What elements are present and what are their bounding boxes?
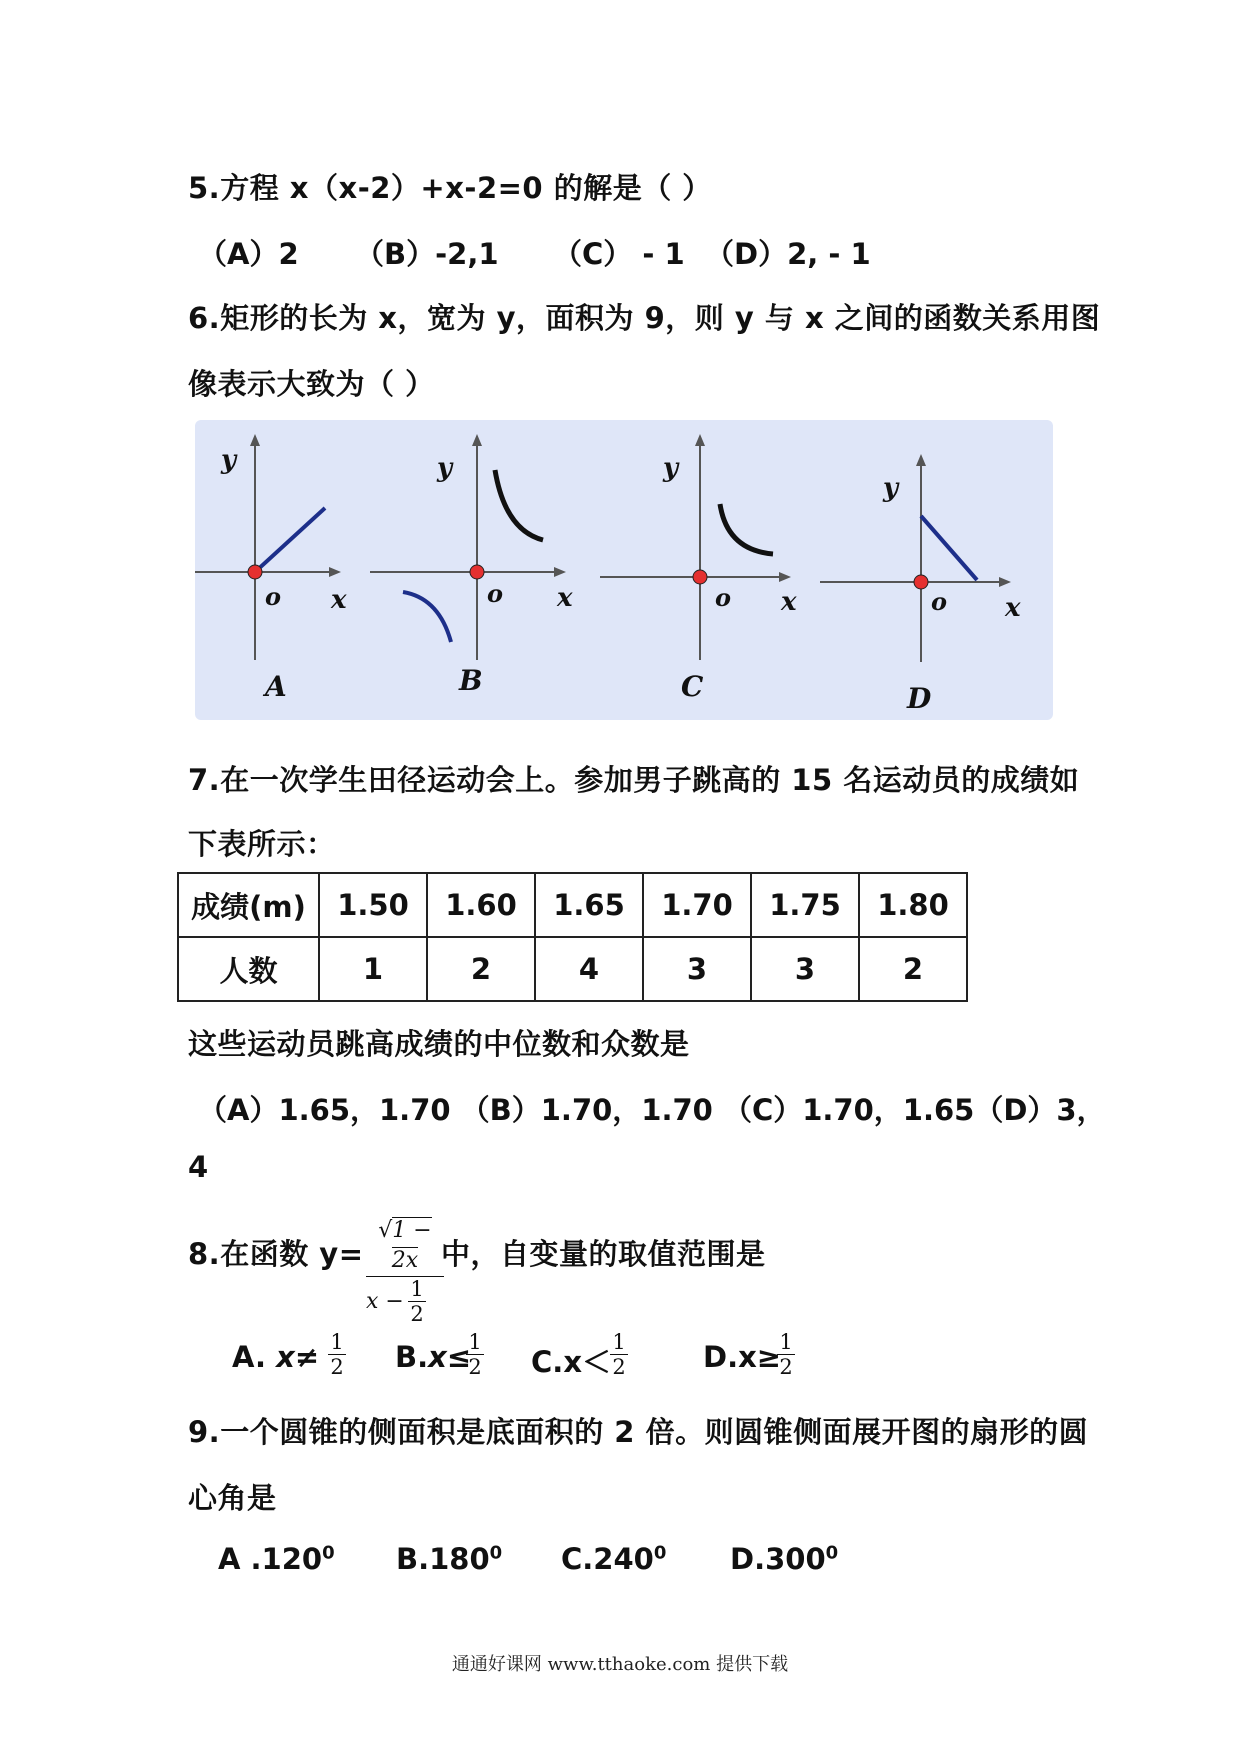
table-cell: 3	[643, 937, 751, 1001]
panel-b-origin-label: o	[487, 579, 504, 608]
q8-option-d-half: 1 2	[777, 1330, 795, 1379]
table-cell: 1.50	[319, 873, 427, 937]
q8-option-b	[395, 1340, 471, 1374]
panel-d-origin-label: o	[931, 587, 948, 616]
q9-option-a: A .120$^0$	[218, 1542, 335, 1576]
page-footer: 通通好课网 www.tthaoke.com 提供下载	[451, 1654, 789, 1675]
table-cell: 2	[859, 937, 967, 1001]
table-header-cell: 成绩(m)	[178, 873, 319, 937]
panel-d-label: D	[907, 682, 932, 715]
q5-option-a: （A）2	[198, 237, 299, 271]
table-row	[178, 937, 967, 1001]
q9-option-d: D.300$^0$	[730, 1542, 839, 1576]
panel-a-origin-label: o	[265, 582, 282, 611]
q8-option-b-half: 1 2	[466, 1330, 484, 1379]
panel-c-x-label: x	[781, 587, 797, 617]
q7-options-wrap: 4	[188, 1150, 209, 1184]
panel-a-y-label: y	[221, 445, 237, 475]
q8-option-a-half: 1 2	[328, 1330, 346, 1379]
q7-options: （A）1.65，1.70 （B）1.70，1.70 （C）1.70，1.65（D）3，	[198, 1093, 1106, 1127]
q9-option-b: B.180$^0$	[396, 1542, 503, 1576]
table-cell: 4	[535, 937, 643, 1001]
panel-b-x-label: x	[557, 583, 573, 613]
table-cell: 1.75	[751, 873, 859, 937]
q7-question: 这些运动员跳高成绩的中位数和众数是	[188, 1027, 690, 1061]
q9-stem-line2: 心角是	[188, 1481, 277, 1515]
q8-option-b-text: x≤	[428, 1340, 472, 1374]
table-cell: 2	[427, 937, 535, 1001]
q7-stem-line1: 7.在一次学生田径运动会上。参加男子跳高的 15 名运动员的成绩如	[188, 763, 1080, 797]
q9-option-a-degree: 0	[322, 1542, 335, 1564]
q8-option-d-label: D.	[703, 1340, 739, 1374]
q8-option-d	[703, 1340, 781, 1374]
table-cell: 1.60	[427, 873, 535, 937]
q8-denominator	[366, 1277, 444, 1327]
panel-b-y-label: y	[437, 453, 453, 483]
q9-stem-line1: 9.一个圆锥的侧面积是底面积的 2 倍。则圆锥侧面展开图的扇形的圆	[188, 1415, 1089, 1449]
panel-d-y-label: y	[883, 473, 899, 503]
table-header-cell: 人数	[178, 937, 319, 1001]
q8-den-prefix: x −	[366, 1289, 404, 1314]
panel-a-x-label: x	[331, 585, 347, 615]
table-cell: 1.80	[859, 873, 967, 937]
q5-option-d: （D）2, - 1	[705, 237, 871, 271]
table-cell: 1.65	[535, 873, 643, 937]
q8-numerator: √1 − 2x	[378, 1218, 432, 1273]
q6-stem-line2: 像表示大致为（ ）	[188, 367, 435, 401]
q6-stem-line1: 6.矩形的长为 x，宽为 y，面积为 9，则 y 与 x 之间的函数关系用图	[188, 301, 1101, 335]
table-cell: 1.70	[643, 873, 751, 937]
q8-radicand: 1 − 2x	[391, 1218, 432, 1273]
q9-option-c: C.240$^0$	[561, 1542, 667, 1576]
panel-a-label: A	[265, 670, 287, 703]
q8-option-a-label: A.	[232, 1340, 266, 1374]
q8-function-fraction	[366, 1216, 444, 1327]
panel-d-x-label: x	[1005, 593, 1021, 623]
q5-stem: 5.方程 x（x-2）+x-2=0 的解是（ ）	[188, 171, 712, 205]
panel-c-label: C	[681, 670, 704, 703]
q8-den-half: 1 2	[408, 1277, 426, 1326]
q7-stem-line2: 下表所示：	[188, 827, 336, 861]
q8-stem-prefix: 8.在函数 y=	[188, 1237, 364, 1271]
scores-table	[177, 872, 968, 1002]
q8-option-c-label: C.	[531, 1345, 564, 1379]
q8-option-a	[232, 1340, 319, 1374]
q8-stem-suffix: 中，自变量的取值范围是	[441, 1237, 766, 1271]
q8-option-c-text: x＜	[563, 1345, 612, 1379]
panel-c-y-label: y	[663, 453, 679, 483]
panel-c-origin-label: o	[715, 583, 732, 612]
table-cell: 1	[319, 937, 427, 1001]
q8-option-a-text: x≠	[276, 1340, 320, 1374]
q8-option-c	[531, 1340, 611, 1381]
q5-option-b: （B）-2,1	[355, 237, 499, 271]
table-cell: 3	[751, 937, 859, 1001]
q8-option-c-half: 1 2	[610, 1330, 628, 1379]
q9-option-d-degree: 0	[825, 1542, 839, 1564]
q8-option-b-label: B.	[395, 1340, 429, 1374]
function-graph-options	[195, 420, 1053, 720]
q5-option-c: （C） - 1	[553, 237, 685, 271]
q8-option-d-text: x≥	[738, 1340, 782, 1374]
q9-option-c-degree: 0	[653, 1542, 667, 1564]
table-row	[178, 873, 967, 937]
panel-b-label: B	[459, 664, 483, 697]
q9-option-b-degree: 0	[489, 1542, 503, 1564]
